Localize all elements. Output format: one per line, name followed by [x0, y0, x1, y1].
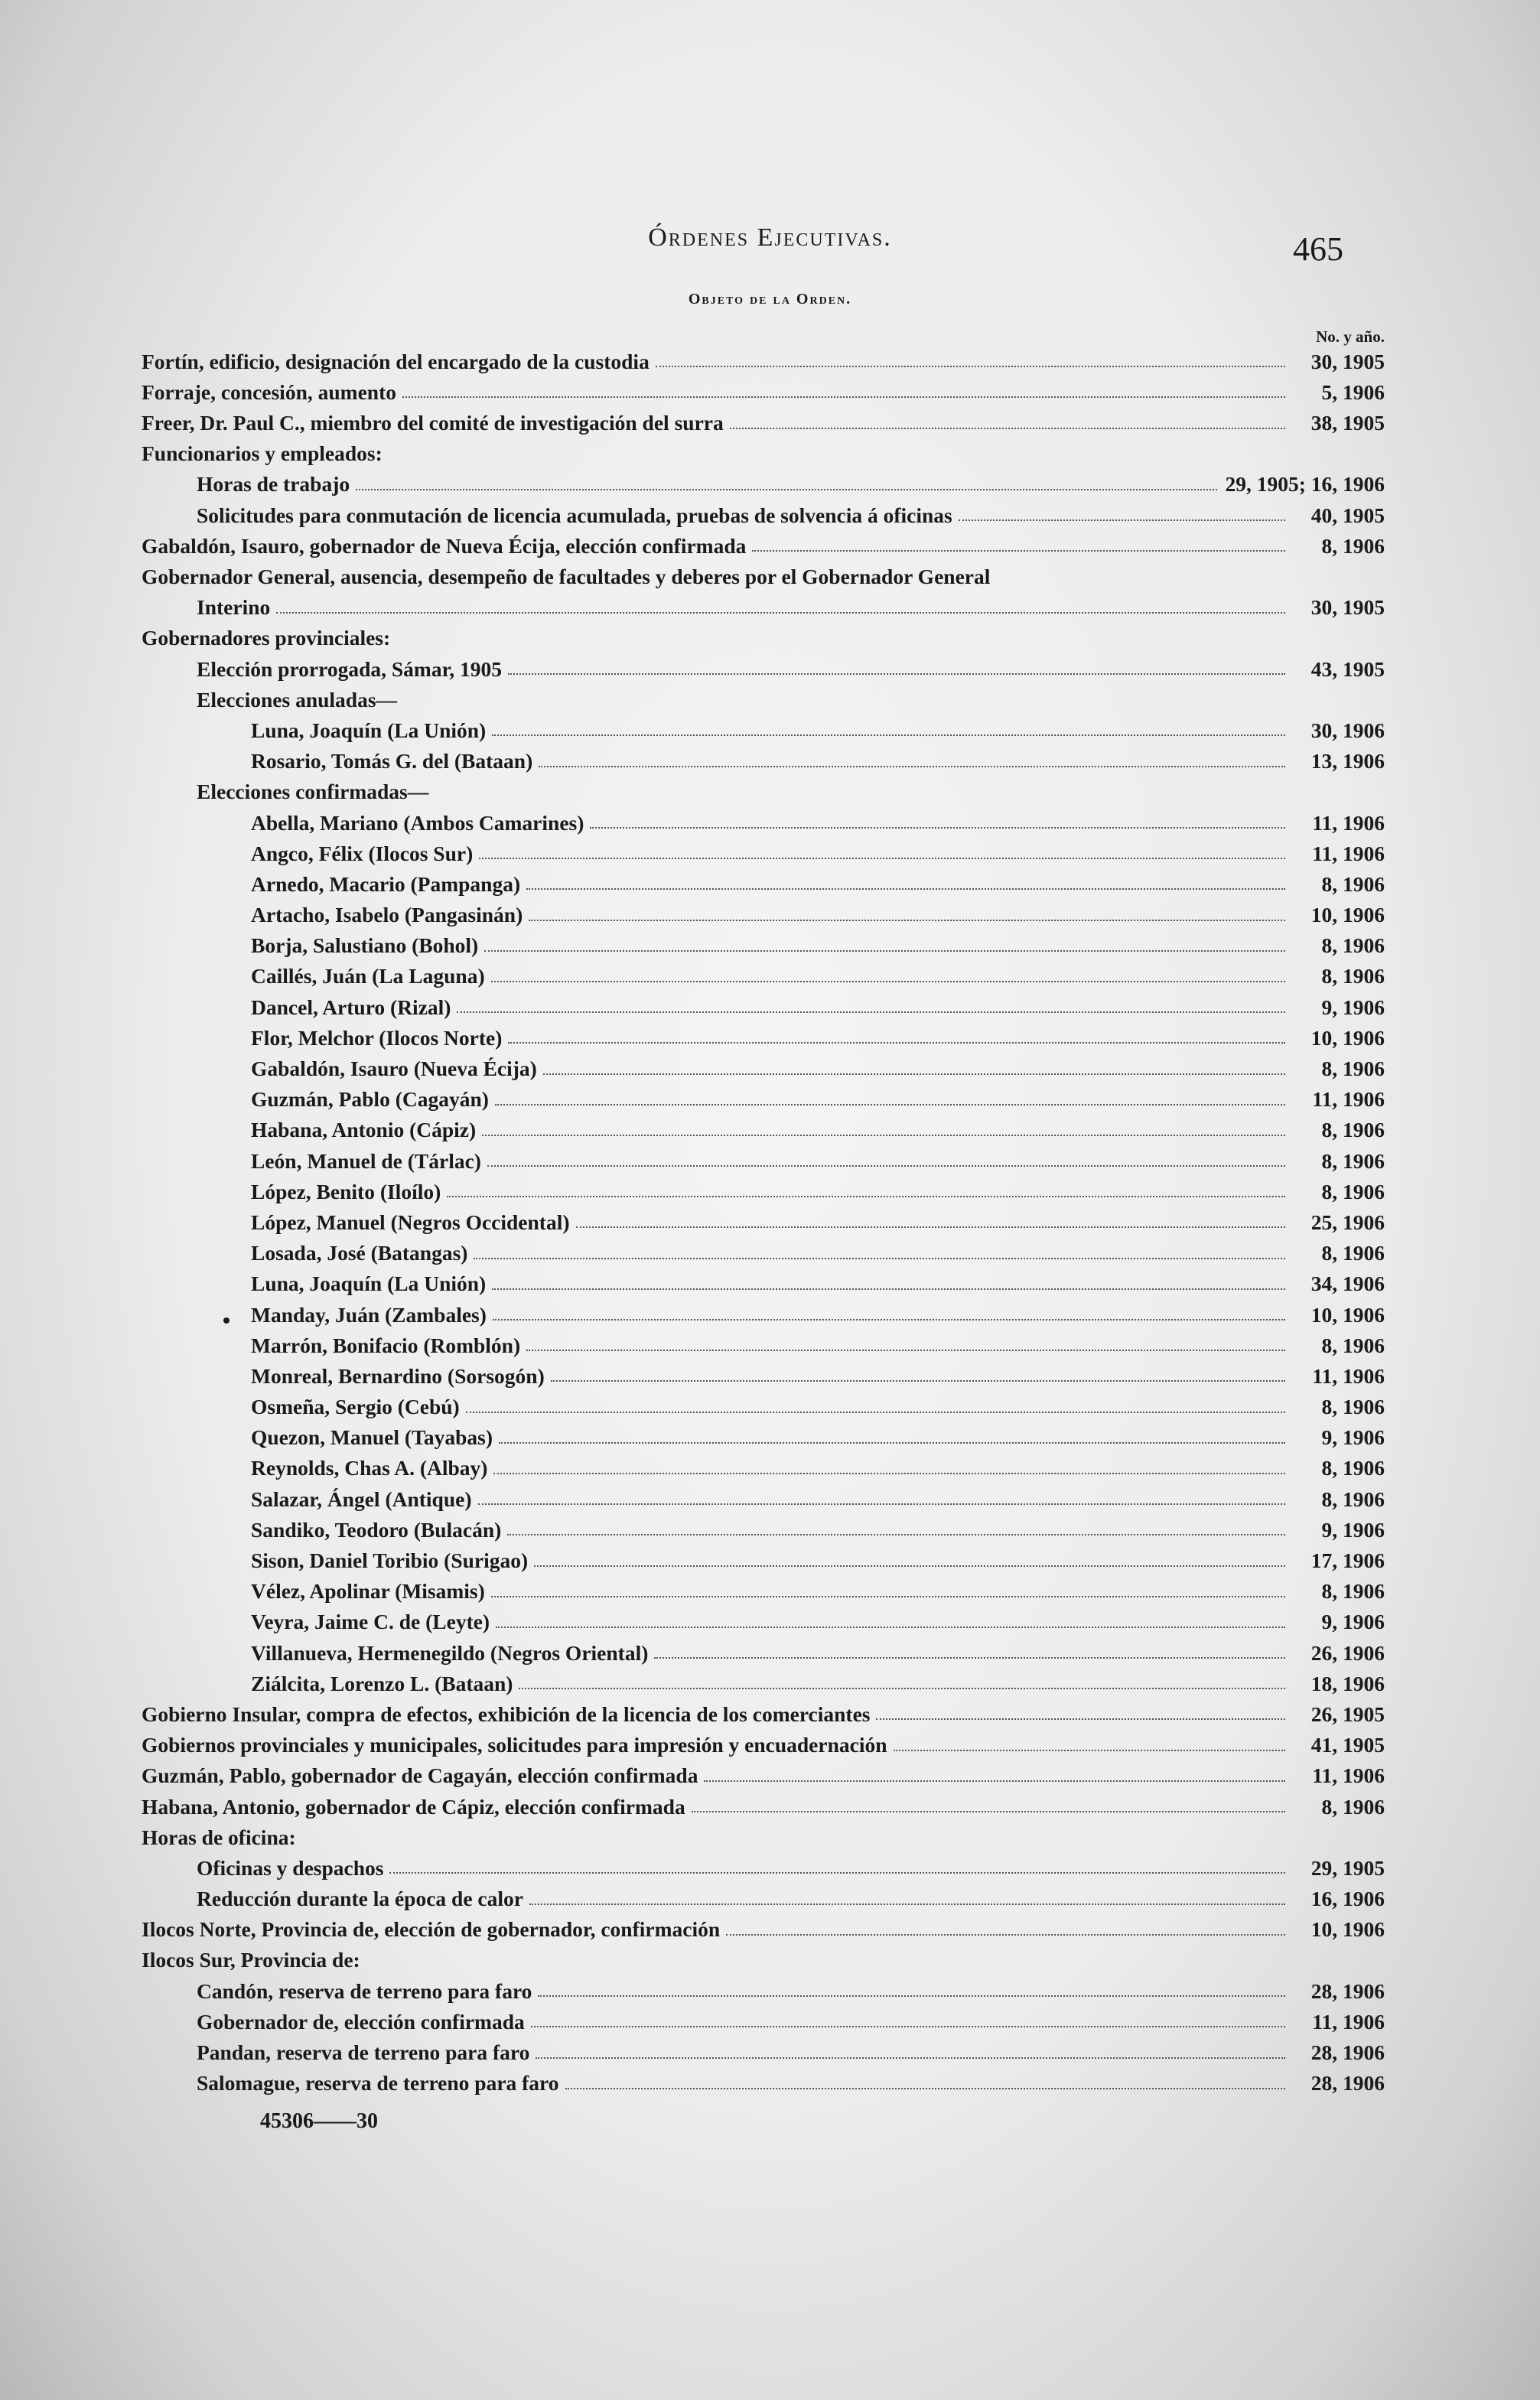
order-reference: 17, 1906 — [1310, 1548, 1385, 1572]
index-entry — [142, 1018, 1385, 1048]
dot-leader — [402, 396, 1285, 398]
order-reference: 28, 1906 — [1310, 1978, 1385, 2003]
order-reference: 29, 1905; 16, 1906 — [1225, 472, 1385, 497]
dot-leader — [479, 858, 1285, 859]
entry-text: Habana, Antonio (Cápiz) — [251, 1118, 477, 1142]
index-entry — [142, 1786, 1385, 1817]
entry-text: Osmeña, Sergio (Cebú) — [251, 1395, 460, 1419]
index-entry — [142, 341, 1385, 372]
index-entry — [142, 1202, 1385, 1233]
index-entry — [142, 372, 1385, 402]
index-entry — [142, 803, 1385, 833]
order-reference: 8, 1906 — [1321, 1057, 1385, 1080]
order-reference: 10, 1906 — [1310, 1025, 1385, 1050]
dot-leader — [752, 550, 1285, 552]
order-reference: 26, 1905 — [1310, 1701, 1385, 1726]
entry-text: Habana, Antonio, gobernador de Cápiz, elección confirmada — [142, 1794, 685, 1819]
order-reference: 10, 1906 — [1310, 903, 1385, 927]
order-reference: 9, 1906 — [1321, 995, 1385, 1019]
order-reference: 30, 1905 — [1310, 349, 1385, 373]
entry-text: León, Manuel de (Tárlac) — [251, 1148, 481, 1173]
entry-text: Angco, Félix (Ilocos Sur) — [251, 841, 474, 865]
dot-leader — [529, 1903, 1285, 1905]
entry-text: Dancel, Arturo (Rizal) — [251, 995, 451, 1019]
order-reference: 8, 1906 — [1321, 964, 1385, 988]
entry-text: Interino — [197, 595, 271, 620]
order-reference: 13, 1906 — [1310, 749, 1385, 773]
entry-text: Monreal, Bernardino (Sorsogón) — [251, 1363, 545, 1388]
entry-text: Gabaldón, Isauro, gobernador de Nueva Écija, elección confirmada — [142, 533, 747, 558]
order-reference: 25, 1906 — [1310, 1210, 1385, 1234]
entry-text: Gobernadores provinciales: — [142, 626, 391, 650]
index-entry — [142, 1418, 1385, 1448]
index-entry — [142, 434, 1385, 464]
entry-text: Reynolds, Chas A. (Albay) — [251, 1456, 488, 1480]
order-reference: 8, 1906 — [1321, 871, 1385, 896]
entry-text: Gobernador General, ausencia, desempeño de facultades y deberes por el Gobernador General — [142, 565, 991, 588]
order-reference: 10, 1906 — [1310, 1302, 1385, 1327]
index-entry — [142, 618, 1385, 649]
dot-leader — [447, 1196, 1285, 1197]
entry-text: Manday, Juán (Zambales) — [251, 1302, 487, 1327]
dot-leader — [492, 1288, 1285, 1290]
index-entry — [142, 1817, 1385, 1848]
entry-text: Rosario, Tomás G. del (Bataan) — [251, 749, 533, 773]
entry-text: Luna, Joaquín (La Unión) — [251, 1272, 487, 1296]
dot-leader — [730, 428, 1285, 429]
dot-leader — [493, 1319, 1285, 1320]
entry-text: Horas de trabajo — [197, 472, 350, 497]
entry-text: Gobernador de, elección confirmada — [197, 2009, 525, 2034]
index-entry — [142, 1479, 1385, 1509]
dot-leader — [492, 734, 1285, 736]
page-number: 465 — [1293, 230, 1343, 268]
entry-text: Salomague, reserva de terreno para faro — [197, 2071, 559, 2096]
dot-leader — [484, 950, 1285, 952]
dot-leader — [654, 1657, 1285, 1659]
dot-leader — [491, 981, 1285, 982]
index-entry — [142, 1971, 1385, 2001]
index-entry — [142, 864, 1385, 894]
order-reference: 9, 1906 — [1321, 1517, 1385, 1542]
dot-leader — [276, 612, 1285, 614]
index-entry — [142, 402, 1385, 433]
index-entry — [142, 1233, 1385, 1263]
order-reference: 28, 1906 — [1310, 2040, 1385, 2064]
entry-text: Gobiernos provinciales y municipales, solicitudes para impresión y encuadernación — [142, 1733, 887, 1757]
order-reference: 11, 1906 — [1312, 1763, 1385, 1788]
order-reference: 28, 1906 — [1310, 2071, 1385, 2096]
dot-leader — [876, 1718, 1285, 1720]
dot-leader — [466, 1412, 1285, 1413]
order-reference: 8, 1906 — [1321, 1179, 1385, 1203]
order-reference: 8, 1906 — [1321, 1118, 1385, 1142]
entry-text: Ilocos Norte, Provincia de, elección de gobernador, confirmación — [142, 1917, 721, 1942]
dot-leader — [543, 1073, 1285, 1075]
entry-text: Forraje, concesión, aumento — [142, 379, 396, 404]
entry-text: Elecciones anuladas— — [197, 687, 398, 712]
entry-text: Abella, Mariano (Ambos Camarines) — [251, 810, 584, 835]
order-reference: 10, 1906 — [1310, 1917, 1385, 1942]
order-reference: 43, 1905 — [1310, 656, 1385, 681]
index-entry — [142, 1602, 1385, 1633]
entry-text: Losada, José (Batangas) — [251, 1241, 468, 1265]
index-entry — [142, 2001, 1385, 2032]
order-reference: 30, 1905 — [1310, 595, 1385, 620]
dot-leader — [590, 827, 1285, 829]
order-reference: 8, 1906 — [1321, 1487, 1385, 1511]
order-reference: 38, 1905 — [1310, 411, 1385, 435]
dot-leader — [536, 2057, 1285, 2059]
entry-text: Funcionarios y empleados: — [142, 441, 383, 466]
dot-leader — [704, 1780, 1285, 1782]
dot-leader — [656, 366, 1285, 367]
index-list — [142, 341, 1385, 2094]
order-reference: 40, 1905 — [1310, 503, 1385, 527]
index-entry — [142, 556, 1385, 587]
bullet-mark — [223, 1317, 230, 1324]
index-entry — [142, 1694, 1385, 1724]
dot-leader — [496, 1627, 1285, 1628]
index-entry — [142, 649, 1385, 679]
entry-text: Ilocos Sur, Provincia de: — [142, 1948, 360, 1972]
order-reference: 34, 1906 — [1310, 1272, 1385, 1296]
index-entry — [142, 1110, 1385, 1141]
index-entry — [142, 772, 1385, 803]
entry-text: López, Benito (Iloílo) — [251, 1179, 441, 1203]
dot-leader — [726, 1934, 1285, 1936]
dot-leader — [478, 1503, 1285, 1505]
dot-leader — [692, 1811, 1285, 1812]
order-reference: 29, 1905 — [1310, 1855, 1385, 1880]
order-reference: 8, 1906 — [1321, 1579, 1385, 1604]
entry-text: Reducción durante la época de calor — [197, 1887, 523, 1911]
entry-text: Quezon, Manuel (Tayabas) — [251, 1425, 493, 1450]
index-entry — [142, 1294, 1385, 1325]
dot-leader — [389, 1872, 1285, 1874]
entry-text: López, Manuel (Negros Occidental) — [251, 1210, 570, 1234]
entry-text: Ziálcita, Lorenzo L. (Bataan) — [251, 1671, 513, 1695]
index-entry — [142, 1264, 1385, 1294]
index-entry — [142, 1940, 1385, 1971]
order-reference: 9, 1906 — [1321, 1610, 1385, 1634]
order-reference: 11, 1906 — [1312, 841, 1385, 865]
index-entry — [142, 1756, 1385, 1786]
dot-leader — [495, 1104, 1285, 1106]
entry-text: Oficinas y despachos — [197, 1855, 384, 1880]
order-reference: 8, 1906 — [1321, 1148, 1385, 1173]
entry-text: Gobierno Insular, compra de efectos, exhibición de la licencia de los comerciantes — [142, 1701, 871, 1726]
dot-leader — [959, 519, 1285, 521]
index-entry — [142, 1724, 1385, 1755]
index-entry — [142, 1356, 1385, 1386]
dot-leader — [493, 1473, 1285, 1474]
dot-leader — [576, 1226, 1285, 1228]
entry-text: Marrón, Bonifacio (Romblón) — [251, 1333, 521, 1357]
order-reference: 16, 1906 — [1310, 1887, 1385, 1911]
index-entry — [142, 956, 1385, 987]
dot-leader — [534, 1565, 1285, 1567]
index-entry — [142, 1448, 1385, 1479]
dot-leader — [491, 1596, 1285, 1597]
entry-text: Arnedo, Macario (Pampanga) — [251, 871, 521, 896]
entry-text: Sison, Daniel Toribio (Surigao) — [251, 1548, 529, 1572]
entry-text: Caillés, Juán (La Laguna) — [251, 964, 485, 988]
entry-text: Freer, Dr. Paul C., miembro del comité de investigación del surra — [142, 411, 724, 435]
order-reference: 8, 1906 — [1321, 1456, 1385, 1480]
entry-text: Guzmán, Pablo, gobernador de Cagayán, elección confirmada — [142, 1763, 698, 1788]
index-entry — [142, 1080, 1385, 1110]
index-entry — [142, 1663, 1385, 1694]
order-reference: 8, 1906 — [1321, 933, 1385, 958]
entry-text: Vélez, Apolinar (Misamis) — [251, 1579, 485, 1604]
entry-text: Guzmán, Pablo (Cagayán) — [251, 1087, 489, 1112]
entry-text: Pandan, reserva de terreno para faro — [197, 2040, 530, 2064]
order-reference: 11, 1906 — [1312, 1087, 1385, 1112]
section-subtitle: Objeto de la Orden. — [688, 291, 852, 308]
printer-signature: 45306——30 — [260, 2109, 378, 2133]
index-entry — [142, 2032, 1385, 2063]
index-entry — [142, 833, 1385, 864]
index-entry — [142, 526, 1385, 556]
dot-leader — [508, 1042, 1285, 1044]
dot-leader — [474, 1258, 1285, 1259]
index-entry — [142, 588, 1385, 618]
dot-leader — [487, 1165, 1285, 1167]
dot-leader — [519, 1688, 1285, 1689]
index-entry — [142, 1633, 1385, 1663]
dot-leader — [894, 1750, 1285, 1751]
dot-leader — [529, 920, 1285, 921]
entry-text: Gabaldón, Isauro (Nueva Écija) — [251, 1057, 537, 1080]
index-entry — [142, 1848, 1385, 1878]
order-reference: 11, 1906 — [1312, 1363, 1385, 1388]
dot-leader — [538, 1995, 1285, 1997]
entry-text: Veyra, Jaime C. de (Leyte) — [251, 1610, 490, 1634]
dot-leader — [551, 1380, 1285, 1382]
entry-text: Fortín, edificio, designación del encargado de la custodia — [142, 349, 650, 373]
entry-text: Salazar, Ángel (Antique) — [251, 1487, 472, 1511]
entry-text: Sandiko, Teodoro (Bulacán) — [251, 1517, 502, 1542]
dot-leader — [508, 673, 1285, 675]
entry-text: Villanueva, Hermenegildo (Negros Oriental) — [251, 1640, 649, 1665]
order-reference: 11, 1906 — [1312, 810, 1385, 835]
dot-leader — [526, 888, 1285, 890]
index-entry — [142, 495, 1385, 526]
index-entry — [142, 894, 1385, 925]
order-reference: 8, 1906 — [1321, 1794, 1385, 1819]
entry-text: Borja, Salustiano (Bohol) — [251, 933, 479, 958]
index-entry — [142, 679, 1385, 710]
order-reference: 41, 1905 — [1310, 1733, 1385, 1757]
index-entry — [142, 464, 1385, 495]
running-head: Órdenes Ejecutivas. — [648, 223, 892, 252]
index-entry — [142, 1171, 1385, 1202]
index-entry — [142, 1540, 1385, 1571]
order-reference: 30, 1906 — [1310, 718, 1385, 742]
entry-text: Solicitudes para conmutación de licencia acumulada, pruebas de solvencia á oficinas — [197, 503, 952, 527]
index-entry — [142, 1878, 1385, 1909]
index-entry — [142, 1571, 1385, 1602]
order-reference: 11, 1906 — [1312, 2009, 1385, 2034]
dot-leader — [482, 1135, 1285, 1136]
index-entry — [142, 1386, 1385, 1417]
order-reference: 26, 1906 — [1310, 1640, 1385, 1665]
index-entry — [142, 710, 1385, 741]
entry-text: Elección prorrogada, Sámar, 1905 — [197, 656, 503, 681]
order-reference: 18, 1906 — [1310, 1671, 1385, 1695]
dot-leader — [526, 1350, 1285, 1351]
dot-leader — [565, 2088, 1285, 2089]
order-reference: 5, 1906 — [1321, 379, 1385, 404]
index-entry — [142, 1048, 1385, 1079]
dot-leader — [531, 2026, 1285, 2027]
dot-leader — [457, 1011, 1285, 1013]
index-entry — [142, 1509, 1385, 1540]
index-entry — [142, 1141, 1385, 1171]
order-reference: 8, 1906 — [1321, 1333, 1385, 1357]
entry-text: Horas de oficina: — [142, 1825, 296, 1849]
dot-leader — [507, 1534, 1285, 1535]
entry-text: Candón, reserva de terreno para faro — [197, 1978, 532, 2003]
order-reference: 9, 1906 — [1321, 1425, 1385, 1450]
entry-text: Luna, Joaquín (La Unión) — [251, 718, 487, 742]
dot-leader — [356, 489, 1217, 490]
index-entry — [142, 2063, 1385, 2094]
order-reference: 8, 1906 — [1321, 1241, 1385, 1265]
index-entry — [142, 1910, 1385, 1940]
index-entry — [142, 741, 1385, 771]
order-reference: 8, 1906 — [1321, 1395, 1385, 1419]
index-entry — [142, 1325, 1385, 1356]
order-reference: 8, 1906 — [1321, 533, 1385, 558]
column-heading: No. y año. — [1316, 327, 1385, 346]
dot-leader — [539, 766, 1285, 767]
entry-text: Elecciones confirmadas— — [197, 780, 429, 804]
index-entry — [142, 926, 1385, 956]
dot-leader — [499, 1442, 1285, 1444]
index-entry — [142, 987, 1385, 1018]
entry-text: Artacho, Isabelo (Pangasinán) — [251, 903, 523, 927]
entry-text: Flor, Melchor (Ilocos Norte) — [251, 1025, 503, 1050]
